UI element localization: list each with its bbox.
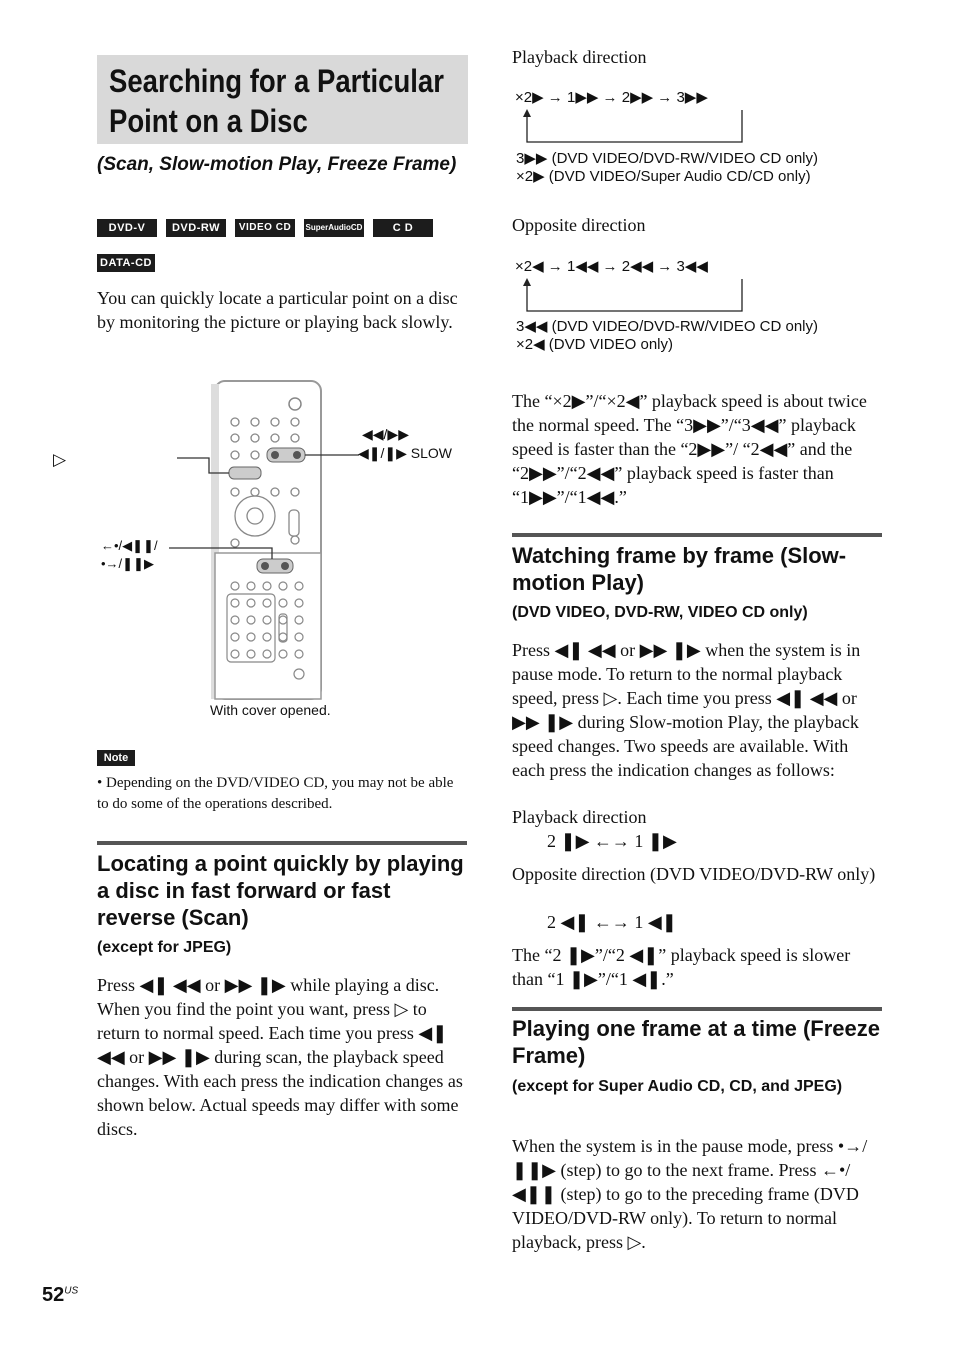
scan-button-label: ◀◀/▶▶: [362, 426, 409, 442]
scan-body: Press ◀❚ ◀◀ or ▶▶ ❚▶ while playing a disc. When you find the point you want, press ▷ to return to normal speed. Each time you press ◀❚ ◀◀ or ▶▶ ❚▶ during scan, the playback speed changes. With each press the indication changes as shown below. Actual speeds may differ with some discs.: [97, 975, 463, 1139]
slow-forward-chain: 2 ❚▶ ←→ 1 ❚▶: [547, 831, 677, 851]
slow-body: Press ◀❚ ◀◀ or ▶▶ ❚▶ when the system is in pause mode. To return to the normal playback speed, press ▷. Each time you press ◀❚ ◀◀ or ▶▶ ❚▶ during Slow-motion Play, the playback speed changes. Two speeds are available. With each press the indication changes as follows:: [512, 640, 861, 780]
reverse-speed-chain: ×2◀ → 1◀◀ → 2◀◀ → 3◀◀: [515, 258, 708, 275]
reverse-note-2: ×2◀ (DVD VIDEO only): [516, 336, 673, 353]
note-label: Note: [97, 750, 135, 766]
page-title: [109, 61, 444, 141]
forward-note-2: ×2▶ (DVD VIDEO/Super Audio CD/CD only): [516, 168, 811, 185]
badge-dvd-v: DVD-V: [97, 219, 157, 237]
page-number-value: 52: [42, 1284, 65, 1306]
freeze-heading: Playing one frame at a time (Freeze Frame): [512, 1016, 881, 1068]
play-icon: ▷: [53, 450, 67, 469]
scan-subheading: (except for JPEG): [97, 939, 232, 956]
opposite-direction-label: Opposite direction: [512, 215, 646, 235]
section-rule-scan: [97, 841, 467, 845]
page-number-suffix: US: [64, 1285, 79, 1297]
reverse-note-1: 3◀◀ (DVD VIDEO/DVD-RW/VIDEO CD only): [516, 318, 818, 335]
section-rule-slow: [512, 533, 882, 537]
slow-button-label: ◀❚/❚▶ SLOW: [358, 445, 453, 461]
slow-reverse-chain: 2 ◀❚ ←→ 1 ◀❚: [547, 912, 677, 932]
title-box: [97, 55, 468, 144]
intro-text: You can quickly locate a particular point on a disc by monitoring the picture or playing back slowly.: [97, 288, 458, 332]
page-subtitle: (Scan, Slow-motion Play, Freeze Frame): [97, 154, 457, 175]
title-line-1: Searching for a Particular: [109, 63, 444, 99]
slow-playback-direction-label: Playback direction: [512, 807, 647, 827]
freeze-body: When the system is in the pause mode, press •→/❚❚▶ (step) to go to the next frame. Press ←•/◀❚❚ (step) to go to the preceding frame (DVD VIDEO/DVD-RW only). To return to normal playback, press ▷.: [512, 1136, 868, 1252]
page-number: [42, 1284, 78, 1307]
note-text: • Depending on the DVD/VIDEO CD, you may not be able to do some of the operations described.: [97, 775, 454, 812]
badge-data-cd: DATA-CD: [97, 254, 155, 272]
speed-comparison-text: The “×2▶”/“×2◀” playback speed is about twice the normal speed. The “3▶▶”/“3◀◀” playback speed is faster than the “2▶▶”/ “2◀◀” and the “2▶▶”/“2◀◀” playback speed is faster than “1▶▶”/“1◀◀.”: [512, 391, 867, 507]
badge-video-cd: VIDEO CD: [235, 219, 295, 237]
slow-subheading: (DVD VIDEO, DVD-RW, VIDEO CD only): [512, 604, 808, 621]
slow-opposite-direction-label: Opposite direction (DVD VIDEO/DVD-RW only): [512, 864, 876, 884]
step-back-label: ←•/◀❚❚/: [101, 538, 158, 553]
badge-cd: C D: [373, 219, 433, 237]
badge-super-audio-cd: SuperAudioCD: [304, 219, 364, 237]
section-rule-freeze: [512, 1007, 882, 1011]
title-line-2: Point on a Disc: [109, 103, 308, 139]
reverse-loop-arrow: [516, 275, 748, 315]
slow-speed-text: The “2 ❚▶”/“2 ◀❚” playback speed is slower than “1 ❚▶”/“1 ◀❚.”: [512, 945, 851, 989]
slow-heading: Watching frame by frame (Slow-motion Play): [512, 543, 847, 595]
step-forward-label: •→/❚❚▶: [101, 556, 154, 571]
forward-speed-chain: ×2▶ → 1▶▶ → 2▶▶ → 3▶▶: [515, 89, 708, 106]
badge-dvd-rw: DVD-RW: [166, 219, 226, 237]
freeze-subheading: (except for Super Audio CD, CD, and JPEG): [512, 1078, 843, 1095]
playback-direction-label: Playback direction: [512, 47, 647, 67]
figure-caption: With cover opened.: [210, 702, 331, 718]
forward-note-1: 3▶▶ (DVD VIDEO/DVD-RW/VIDEO CD only): [516, 150, 818, 167]
forward-loop-arrow: [516, 106, 748, 146]
scan-heading: Locating a point quickly by playing a disc in fast forward or fast reverse (Scan): [97, 851, 464, 930]
